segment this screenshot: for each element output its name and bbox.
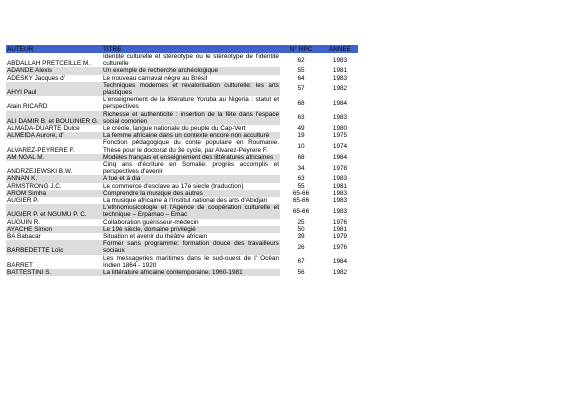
author-cell: ANDRZEJEWSKI B.W. [7, 168, 73, 176]
author-cell: ALI DAMIR B. et BOULINIER G. [6, 111, 102, 125]
year-cell: 1983 [332, 114, 348, 122]
rpc-cell: 62 [297, 56, 305, 64]
title-cell: La musique africaine à l'Institut national des arts d'Abidjan [103, 197, 268, 205]
author-cell: ALVAREZ-PEYRERE F. [7, 146, 75, 154]
title-cell: Le créole, langue nationale du peuple du Cap-Vert [103, 125, 246, 133]
table-row [6, 161, 358, 175]
author-cell: ANNAN K. [6, 175, 102, 182]
author-cell: BA Babacar [7, 233, 41, 241]
table-row [6, 233, 358, 240]
rpc-cell: 65-66 [292, 189, 310, 197]
title-cell: Collaboration guérisseur-médecin [103, 218, 199, 226]
table-row [6, 226, 358, 233]
year-cell: 1983 [332, 175, 348, 183]
author-cell: AUGIER P. [7, 197, 39, 205]
year-cell: 1976 [332, 243, 348, 251]
header-author: AUTEUR [7, 45, 34, 53]
table-row [6, 197, 358, 204]
year-cell: 1976 [332, 218, 348, 226]
rpc-cell: 64 [297, 74, 305, 82]
title-cell: Identité culturelle et stéréotype ou le stéréotype de l'identité culturelle [103, 53, 279, 68]
rpc-cell: 55 [297, 182, 305, 190]
rpc-cell: 49 [297, 125, 305, 133]
table-row [6, 183, 358, 190]
title-cell: Techniques modernes et revalorisation culturelle: les arts plastiques [103, 81, 279, 97]
header-title: TITRE [103, 45, 122, 53]
year-cell: 1980 [332, 125, 348, 133]
rpc-cell: 57 [297, 85, 305, 93]
year-cell: 1981 [332, 182, 348, 190]
table-row [6, 67, 358, 74]
title-cell: Comprendre la musique des autres [102, 190, 280, 197]
table-body [6, 53, 358, 276]
header-row [6, 45, 358, 53]
title-cell: A tue et à dia [102, 175, 280, 182]
author-cell: BATTESTINI S. [6, 269, 102, 276]
author-cell: AHYI Paul [6, 82, 102, 96]
author-cell: ADANDE Alexis [6, 67, 102, 74]
rpc-cell: 65-66 [292, 207, 310, 215]
author-cell: AUGUIN R. [7, 218, 41, 226]
table-row [6, 132, 358, 139]
bibliography-table [6, 45, 358, 276]
rpc-cell: 50 [297, 225, 305, 233]
title-cell: Les messageries maritimes dans le sud-ouest de l' Océan Indien 1864 - 1920 [103, 254, 279, 269]
table-row [6, 255, 358, 269]
author-cell: ARMSTRONG J.C. [7, 182, 62, 190]
title-cell: Cinq ans d'écriture en Somalie: progrès accomplis et perspectives d'avenir [103, 161, 279, 176]
author-cell: BARBEDETTE Loïc [6, 240, 102, 254]
title-cell: La littérature africaine contemporaine, 1960-1981 [102, 269, 280, 276]
table-row [6, 96, 358, 110]
rpc-cell: 25 [297, 218, 305, 226]
author-cell: AYACHE Simon [6, 226, 102, 233]
year-cell: 1982 [332, 85, 348, 93]
title-cell: Fonction pédagogique du conte populaire en Roumanie. Thèse pour le doctorat du 3è cycle, par Alvarez-Peyrere F. [103, 139, 279, 154]
year-cell: 1983 [332, 207, 348, 215]
year-cell: 1983 [332, 56, 348, 64]
table-row [6, 125, 358, 132]
rpc-cell: 26 [297, 243, 305, 251]
year-cell: 1984 [332, 153, 348, 161]
table-row [6, 190, 358, 197]
table-row [6, 139, 358, 153]
rpc-cell: 55 [297, 67, 305, 75]
author-cell: ALMEIDA Aurore, d' [6, 132, 102, 139]
rpc-cell: 68 [297, 153, 305, 161]
title-cell: Richesse et authenticité : insertion de la fête dans l'espace social comorien [103, 110, 279, 125]
title-cell: Modèles français et enseignement des littératures africaines [102, 154, 280, 161]
title-cell: Le 19è siècle, domaine privilégié [102, 226, 280, 233]
rpc-cell: 10 [297, 143, 305, 151]
rpc-cell: 65-66 [292, 197, 310, 205]
year-cell: 1979 [332, 233, 348, 241]
author-cell: AM NGAL M. [6, 154, 102, 161]
rpc-cell: 63 [297, 114, 305, 122]
year-cell: 1975 [332, 132, 348, 140]
title-cell: Former sans programme: formation douce des travailleurs sociaux [103, 240, 279, 255]
title-cell: Situation et avenir du théâtre africain [103, 233, 208, 241]
table-row [6, 111, 358, 125]
rpc-cell: 39 [297, 233, 305, 241]
author-cell: ABDALLAH PRETCEILLE M. [7, 60, 91, 68]
title-cell: Un exemple de recherche archéologique [102, 67, 280, 74]
year-cell: 1982 [332, 269, 348, 277]
title-cell: La femme africaine dans un contexte encore non acculturé [102, 132, 280, 139]
title-cell: Le nouveau carnaval nègre au Brésil [103, 74, 208, 82]
header-rpc: N° RPC [289, 45, 313, 53]
year-cell: 1983 [332, 74, 348, 82]
rpc-cell: 19 [297, 132, 305, 140]
author-cell: AROM Simha [6, 190, 102, 197]
title-cell: L'enseignement de la littérature Yoruba au Nigeria : statut et perspectives [103, 96, 279, 111]
table-row [6, 204, 358, 218]
table-row [6, 75, 358, 82]
table-row [6, 269, 358, 276]
table-row [6, 175, 358, 182]
year-cell: 1981 [332, 225, 348, 233]
rpc-cell: 67 [297, 258, 305, 266]
year-cell: 1983 [332, 197, 348, 205]
rpc-cell: 56 [297, 269, 305, 277]
year-cell: 1978 [332, 164, 348, 172]
rpc-cell: 63 [297, 175, 305, 183]
year-cell: 1984 [332, 258, 348, 266]
author-cell: ALMADA-DUARTE Dulce [7, 125, 80, 133]
table-row [6, 53, 358, 67]
table-row [6, 154, 358, 161]
rpc-cell: 68 [297, 99, 305, 107]
year-cell: 1983 [332, 189, 348, 197]
author-cell: BARRET [7, 261, 33, 269]
header-year: ANNEE [328, 45, 352, 53]
year-cell: 1974 [332, 143, 348, 151]
year-cell: 1984 [332, 99, 348, 107]
table-row [6, 82, 358, 96]
author-cell: AUGIER P. et NGUMU P. C. [6, 204, 102, 218]
rpc-cell: 34 [297, 164, 305, 172]
table-row [6, 240, 358, 254]
title-cell: Le commerce d'esclave au 17è siecle (traduction) [103, 182, 244, 190]
table-header [6, 45, 358, 53]
table-row [6, 219, 358, 226]
year-cell: 1981 [332, 67, 348, 75]
author-cell: Alain RICARD [7, 103, 48, 111]
title-cell: L'ethnomusicologie et l'Agence de coopération culturelle et technique – Erpamao – Emac [103, 204, 279, 219]
author-cell: ADESKY Jacques d' [7, 74, 65, 82]
